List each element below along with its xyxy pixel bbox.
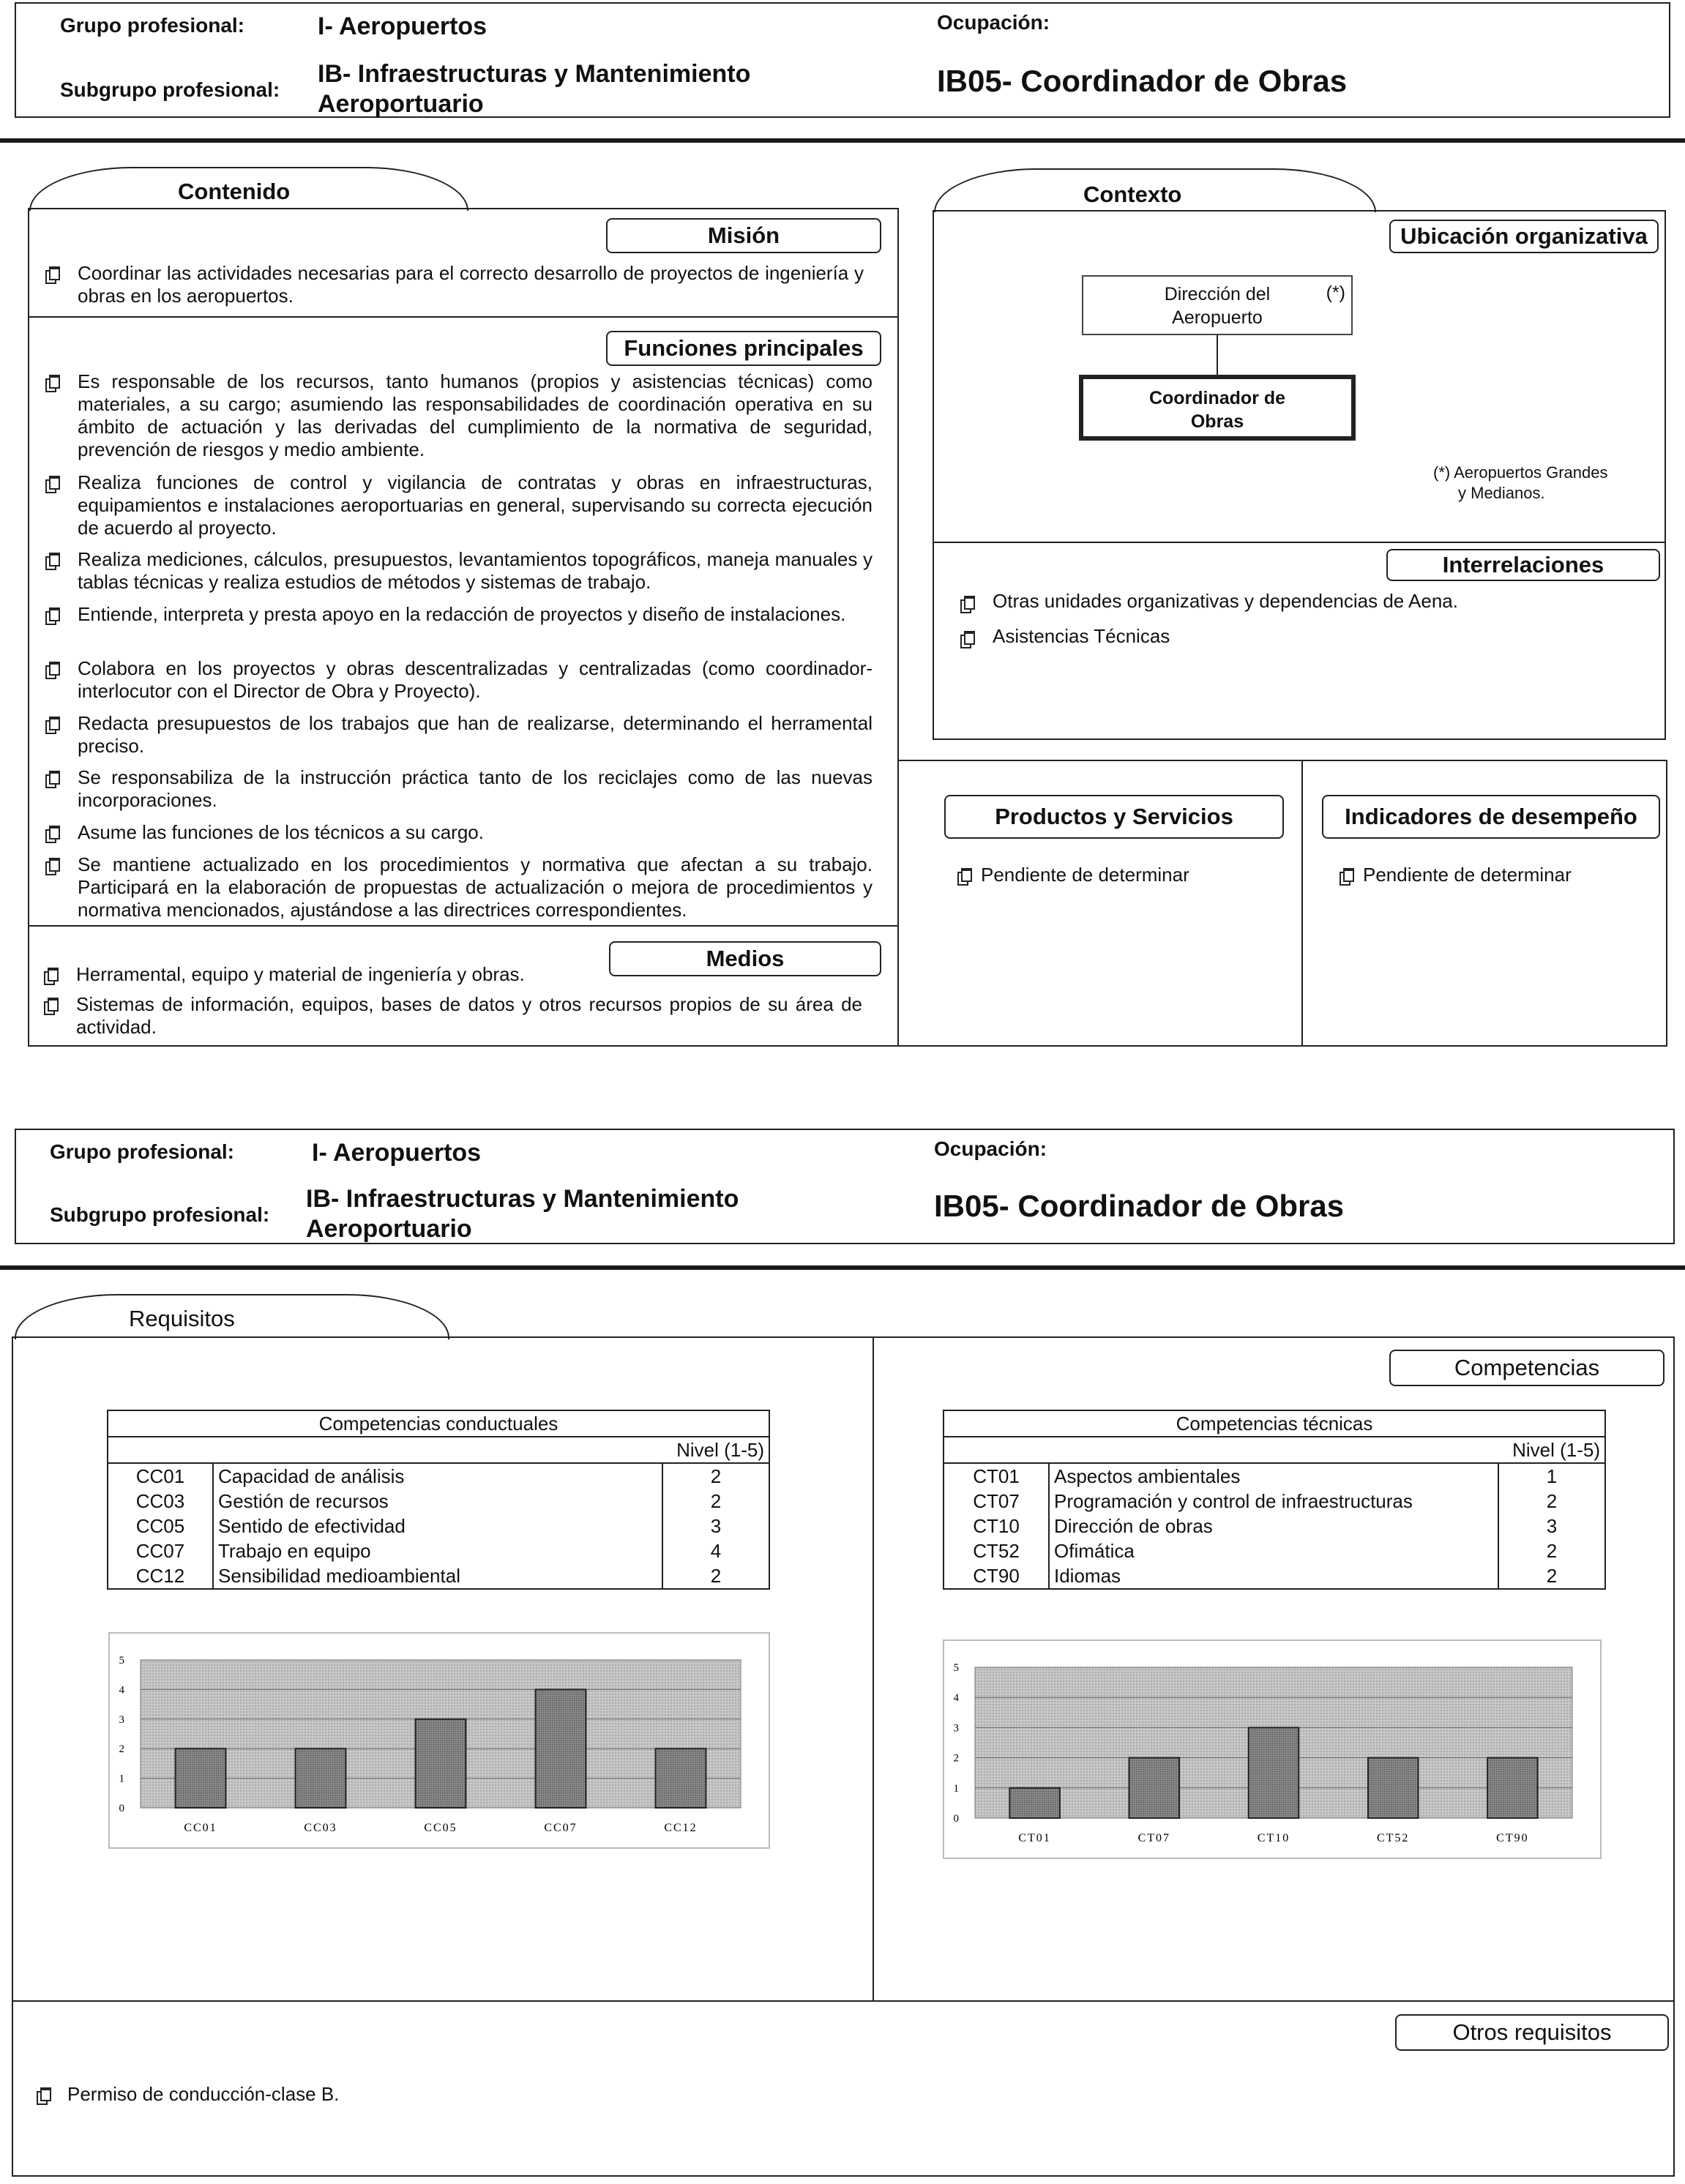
cc-table bbox=[107, 1410, 770, 1590]
cc-level: 2 bbox=[662, 1489, 769, 1514]
org-connector bbox=[1217, 335, 1218, 376]
table-row bbox=[108, 1538, 769, 1563]
ct-y-tick-label: 2 bbox=[953, 1752, 959, 1765]
ct-level: 2 bbox=[1498, 1563, 1605, 1589]
ct-name: Programación y control de infraestructuras bbox=[1049, 1489, 1498, 1514]
medio-item: Sistemas de información, equipos, bases de datos y otros recursos propios de su área de actividad. bbox=[76, 993, 862, 1038]
contexto-tab-label: Contexto bbox=[1083, 182, 1182, 207]
ct-bar bbox=[1368, 1758, 1419, 1818]
cc-bar bbox=[176, 1749, 226, 1808]
document-bullet-icon bbox=[45, 375, 59, 391]
cc-y-tick-label: 0 bbox=[119, 1803, 124, 1814]
funcion-item: Asume las funciones de los técnicos a su cargo. bbox=[78, 821, 484, 843]
interrelacion-item: Otras unidades organizativas y dependencias de Aena. bbox=[993, 590, 1458, 612]
ct-name: Idiomas bbox=[1049, 1563, 1498, 1589]
document-bullet-icon bbox=[45, 553, 59, 569]
ct-y-tick-label: 4 bbox=[953, 1692, 959, 1705]
ct-x-tick-label: CT52 bbox=[1376, 1832, 1410, 1844]
ct-level: 3 bbox=[1498, 1514, 1605, 1538]
document-bullet-icon bbox=[957, 868, 971, 884]
funcion-item: Redacta presupuestos de los trabajos que han de realizarse, determinando el herramental preciso. bbox=[78, 712, 873, 757]
document-bullet-icon bbox=[44, 998, 57, 1014]
ct-bar bbox=[1487, 1758, 1538, 1818]
cc-x-tick-label: CC03 bbox=[304, 1822, 337, 1834]
cc-bar bbox=[416, 1719, 466, 1808]
cc-code: CC12 bbox=[108, 1563, 213, 1589]
table-row bbox=[944, 1489, 1605, 1514]
ct-x-tick-label: CT10 bbox=[1257, 1832, 1290, 1844]
interrelacion-item: Asistencias Técnicas bbox=[993, 625, 1170, 647]
funcion-item: Se responsabiliza de la instrucción práctica tanto de los reciclajes como de las nuevas incorporaciones. bbox=[78, 766, 873, 811]
header-box-2 bbox=[15, 1129, 1675, 1244]
divider-competencias bbox=[873, 1336, 874, 2001]
cc-code: CC07 bbox=[108, 1538, 213, 1563]
subgrupo-value-line2: Aeroportuario bbox=[318, 90, 484, 118]
cc-y-tick-label: 3 bbox=[119, 1713, 124, 1726]
interrelaciones-title: Interrelaciones bbox=[1386, 549, 1660, 581]
ct-bar-chart bbox=[943, 1639, 1602, 1859]
ocupacion-label: Ocupación: bbox=[934, 1137, 1047, 1160]
requisitos-tab-label: Requisitos bbox=[129, 1306, 235, 1331]
medio-item: Herramental, equipo y material de ingeniería y obras. bbox=[76, 963, 525, 985]
table-row bbox=[944, 1514, 1605, 1538]
competencias-title: Competencias bbox=[1389, 1350, 1665, 1386]
divider-mision bbox=[28, 316, 899, 318]
mision-title: Misión bbox=[606, 218, 881, 253]
ct-name: Dirección de obras bbox=[1049, 1514, 1498, 1538]
divider-interrelaciones bbox=[933, 542, 1666, 543]
ct-bar bbox=[1249, 1727, 1299, 1818]
divider-otros bbox=[12, 2000, 1675, 2002]
cc-y-tick-label: 4 bbox=[119, 1684, 124, 1697]
cc-y-tick-label: 1 bbox=[119, 1773, 124, 1785]
ct-code: CT01 bbox=[944, 1463, 1049, 1489]
divider-medios bbox=[28, 925, 899, 927]
cc-name: Sentido de efectividad bbox=[213, 1514, 662, 1538]
funcion-item: Colabora en los proyectos y obras descentralizadas y centralizadas (como coordinador-interlocutor con el Director de Obra y Proyecto). bbox=[78, 657, 873, 702]
cc-bar bbox=[296, 1749, 346, 1808]
ct-name: Ofimática bbox=[1049, 1538, 1498, 1563]
ocupacion-value: IB05- Coordinador de Obras bbox=[937, 64, 1348, 98]
ocupacion-value: IB05- Coordinador de Obras bbox=[934, 1189, 1345, 1223]
ct-code: CT52 bbox=[944, 1538, 1049, 1563]
funcion-item: Entiende, interpreta y presta apoyo en la redacción de proyectos y diseño de instalaciones. bbox=[78, 603, 846, 625]
funcion-item: Realiza funciones de control y vigilancia de contratas y obras en infraestructuras, equipamientos e instalaciones aeroportuarias en general, supervisando su correcta ejecución de acuerdo al proyecto. bbox=[78, 471, 873, 539]
otros-title: Otros requisitos bbox=[1395, 2014, 1669, 2051]
document-bullet-icon bbox=[45, 826, 59, 842]
cc-bar-chart bbox=[108, 1632, 770, 1849]
cc-y-tick-label: 5 bbox=[119, 1655, 124, 1667]
cc-name: Capacidad de análisis bbox=[213, 1463, 662, 1489]
ct-bar bbox=[1009, 1788, 1060, 1818]
cc-x-tick-label: CC01 bbox=[184, 1822, 217, 1834]
subgrupo-label: Subgrupo profesional: bbox=[50, 1203, 270, 1226]
indicadores-text: Pendiente de determinar bbox=[1363, 864, 1572, 886]
table-row bbox=[944, 1463, 1605, 1489]
cc-level: 2 bbox=[662, 1563, 769, 1589]
cc-code: CC01 bbox=[108, 1463, 213, 1489]
cc-x-tick-label: CC12 bbox=[664, 1822, 698, 1834]
productos-title: Productos y Servicios bbox=[944, 795, 1284, 839]
otros-text: Permiso de conducción-clase B. bbox=[67, 2083, 340, 2105]
org-coordinador-line1: Coordinador de bbox=[1148, 388, 1286, 408]
org-direccion-mark: (*) bbox=[1326, 283, 1345, 303]
cc-bar bbox=[656, 1749, 706, 1808]
subgrupo-value-line2: Aeroportuario bbox=[306, 1215, 472, 1243]
document-bullet-icon bbox=[1340, 868, 1353, 884]
ct-y-tick-label: 1 bbox=[953, 1782, 959, 1795]
ocupacion-label: Ocupación: bbox=[937, 11, 1050, 34]
table-row bbox=[108, 1463, 769, 1489]
org-box-coordinador bbox=[1079, 375, 1356, 441]
subgrupo-value-line1: IB- Infraestructuras y Mantenimiento bbox=[318, 60, 751, 88]
document-bullet-icon bbox=[45, 662, 59, 678]
funcion-item: Se mantiene actualizado en los procedimientos y normativa que afectan a su trabajo. Participará en la elaboración de propuestas de actualización o mejora de procedimientos y normativa mencionados, ajustándose a las directrices correspondientes. bbox=[78, 853, 873, 921]
document-bullet-icon bbox=[960, 596, 974, 612]
table-row bbox=[108, 1489, 769, 1514]
cc-level: 4 bbox=[662, 1538, 769, 1563]
ct-level: 1 bbox=[1498, 1463, 1605, 1489]
productos-text: Pendiente de determinar bbox=[981, 864, 1189, 886]
cc-level: 3 bbox=[662, 1514, 769, 1538]
ct-x-tick-label: CT01 bbox=[1018, 1832, 1051, 1844]
ct-level: 2 bbox=[1498, 1489, 1605, 1514]
document-bullet-icon bbox=[37, 2087, 50, 2103]
ct-code: CT07 bbox=[944, 1489, 1049, 1514]
cc-x-tick-label: CC05 bbox=[424, 1822, 457, 1834]
cc-name: Sensibilidad medioambiental bbox=[213, 1563, 662, 1589]
cc-code: CC05 bbox=[108, 1514, 213, 1538]
ct-name: Aspectos ambientales bbox=[1049, 1463, 1498, 1489]
funcion-item: Realiza mediciones, cálculos, presupuestos, levantamientos topográficos, maneja manuales y tablas técnicas y realiza estudios de métodos y sistemas de trabajo. bbox=[78, 548, 873, 593]
org-direccion-line2: Aeropuerto bbox=[1172, 307, 1263, 328]
document-bullet-icon bbox=[45, 858, 59, 874]
ct-y-tick-label: 3 bbox=[953, 1722, 959, 1735]
contenido-tab-label: Contenido bbox=[178, 179, 291, 204]
table-row bbox=[944, 1563, 1605, 1589]
org-box-direccion bbox=[1082, 275, 1353, 335]
ct-x-tick-label: CT90 bbox=[1496, 1832, 1529, 1844]
document-bullet-icon bbox=[960, 631, 974, 647]
org-coordinador-line2: Obras bbox=[1190, 411, 1244, 432]
funcion-item: Es responsable de los recursos, tanto humanos (propios y asistencias técnicas) como materiales, a su cargo; asumiendo las responsabilidades de coordinación operativa en su ámbito de actuación y las derivadas del cumplimiento de la normativa de seguridad, prevención de riesgos y medio ambiente. bbox=[78, 370, 873, 460]
cc-level: 2 bbox=[662, 1463, 769, 1489]
subgrupo-value-line1: IB- Infraestructuras y Mantenimiento bbox=[306, 1185, 739, 1213]
cc-name: Gestión de recursos bbox=[213, 1489, 662, 1514]
table-row bbox=[108, 1563, 769, 1589]
ct-bar bbox=[1129, 1758, 1180, 1818]
ct-x-tick-label: CT07 bbox=[1137, 1832, 1171, 1844]
grupo-value: I- Aeropuertos bbox=[318, 12, 487, 40]
document-bullet-icon bbox=[45, 266, 59, 283]
org-note-line1: (*) Aeropuertos Grandes bbox=[1433, 463, 1608, 482]
indicadores-title: Indicadores de desempeño bbox=[1322, 795, 1660, 839]
subgrupo-label: Subgrupo profesional: bbox=[60, 78, 280, 101]
document-bullet-icon bbox=[44, 968, 57, 984]
ct-y-tick-label: 5 bbox=[953, 1662, 959, 1674]
cc-name: Trabajo en equipo bbox=[213, 1538, 662, 1563]
ct-y-tick-label: 0 bbox=[953, 1813, 959, 1825]
cc-y-tick-label: 2 bbox=[119, 1743, 124, 1756]
org-note-line2: y Medianos. bbox=[1458, 484, 1545, 502]
header-box-1 bbox=[15, 2, 1670, 118]
ct-code: CT90 bbox=[944, 1563, 1049, 1589]
grupo-label: Grupo profesional: bbox=[60, 14, 244, 37]
medios-title: Medios bbox=[609, 941, 881, 976]
table-row bbox=[944, 1538, 1605, 1563]
header-rule-1 bbox=[0, 138, 1685, 143]
ct-table-title: Competencias técnicas bbox=[944, 1410, 1605, 1437]
cc-nivel-header: Nivel (1-5) bbox=[108, 1437, 769, 1463]
cc-bar bbox=[536, 1689, 586, 1808]
ct-code: CT10 bbox=[944, 1514, 1049, 1538]
funciones-title: Funciones principales bbox=[606, 331, 881, 366]
org-direccion-line1: Dirección del bbox=[1164, 284, 1271, 304]
document-bullet-icon bbox=[45, 607, 59, 624]
mision-text: Coordinar las actividades necesarias para el correcto desarrollo de proyectos de ingeniería y obras en los aeropuertos. bbox=[78, 262, 864, 307]
document-bullet-icon bbox=[45, 717, 59, 733]
ct-nivel-header: Nivel (1-5) bbox=[944, 1437, 1605, 1463]
grupo-value: I- Aeropuertos bbox=[312, 1139, 482, 1167]
document-bullet-icon bbox=[45, 476, 59, 492]
cc-code: CC03 bbox=[108, 1489, 213, 1514]
header-rule-2 bbox=[0, 1265, 1685, 1270]
table-row bbox=[108, 1514, 769, 1538]
ct-level: 2 bbox=[1498, 1538, 1605, 1563]
cc-table-title: Competencias conductuales bbox=[108, 1410, 769, 1437]
grupo-label: Grupo profesional: bbox=[50, 1140, 234, 1163]
document-bullet-icon bbox=[45, 771, 59, 787]
ct-table bbox=[943, 1410, 1606, 1590]
cc-x-tick-label: CC07 bbox=[544, 1822, 578, 1834]
ubicacion-title: Ubicación organizativa bbox=[1389, 220, 1659, 253]
